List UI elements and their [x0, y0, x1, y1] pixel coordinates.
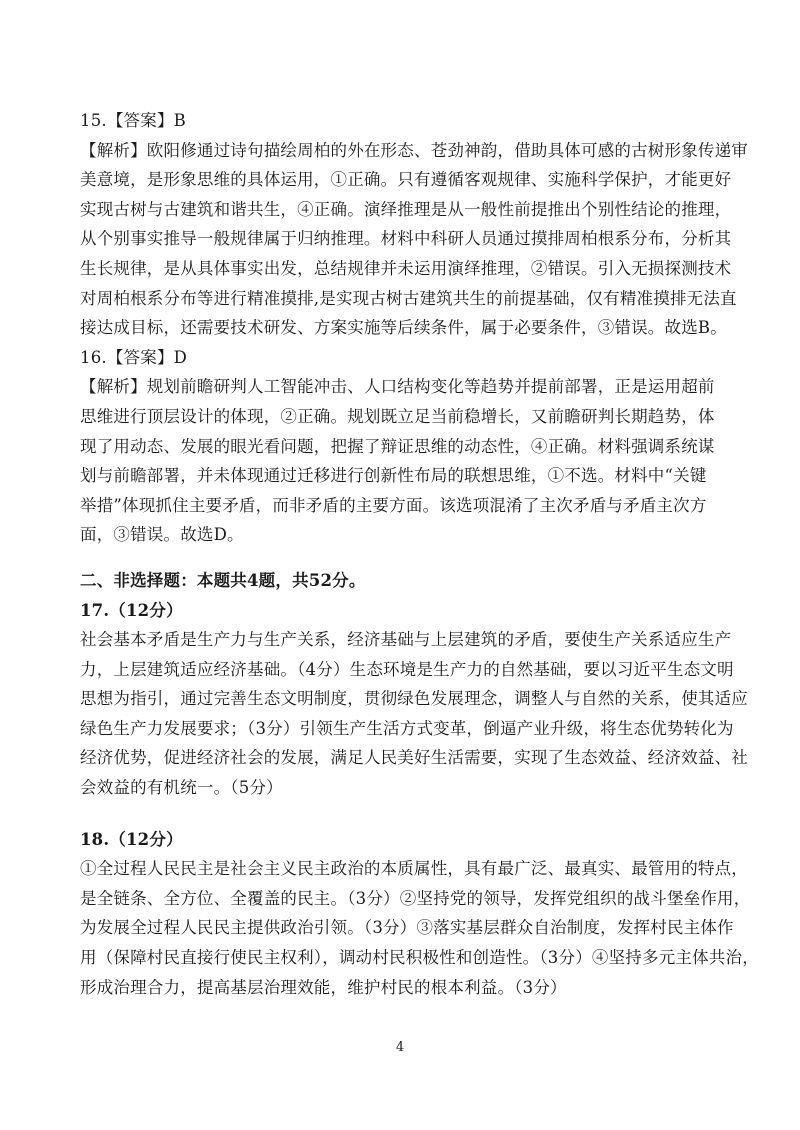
q15-analysis	[80, 136, 748, 343]
q18-body-line: ①全过程人民民主是社会主义民主政治的本质属性，具有最广泛、最真实、最管用的特点，	[80, 859, 748, 879]
q17-heading: 17.（12分）	[80, 600, 183, 620]
q16-analysis	[80, 372, 730, 550]
q17-body	[80, 625, 748, 803]
q18-heading: 18.（12分）	[80, 829, 183, 849]
q18-body-line: 为发展全过程人民民主提供政治引领。（3分）③落实基层群众自治制度，发挥村民主体作	[80, 918, 734, 938]
q17-body-line: 经济优势，促进经济社会的发展，满足人民美好生活需要，实现了生态效益、经济效益、社	[80, 748, 748, 768]
q16-analysis-line: 划与前瞻部署，并未体现通过迁移进行创新性布局的联想思维，①不选。材料中“关键	[80, 466, 707, 486]
q16-answer: 16.【答案】D	[80, 347, 188, 367]
q16-analysis-line: 面，③错误。故选D。	[80, 525, 244, 545]
q15-analysis-line: 生长规律，是从具体事实出发，总结规律并未运用演绎推理，②错误。引入无损探测技术	[80, 258, 732, 278]
q15-analysis-line: 接达成目标，还需要技术研发、方案实施等后续条件，属于必要条件，③错误。故选B。	[80, 318, 727, 338]
q15-analysis-line: 从个别事实推导一般规律属于归纳推理。材料中科研人员通过摸排周柏根系分布，分析其	[80, 229, 732, 249]
q18-body-line: 用（保障村民直接行使民主权利），调动村民积极性和创造性。（3分）④坚持多元主体共治，	[80, 948, 759, 968]
q17-body-line: 会效益的有机统一。（5分）	[80, 778, 283, 798]
q15-analysis-line: 美意境，是形象思维的具体运用，①正确。只有遵循客观规律、实施科学保护，才能更好	[80, 170, 732, 190]
q17-body-line: 力，上层建筑适应经济基础。（4分）生态环境是生产力的自然基础，要以习近平生态文明	[80, 659, 734, 679]
q16-analysis-line: 【解析】规划前瞻研判人工智能冲击、人口结构变化等趋势并提前部署，正是运用超前	[80, 377, 715, 397]
q17-body-line: 思想为指引，通过完善生态文明制度，贯彻绿色发展理念，调整人与自然的关系，使其适应	[80, 689, 748, 709]
q16-analysis-line: 思维进行顶层设计的体现，②正确。规划既立足当前稳增长，又前瞻研判长期趋势，体	[80, 406, 715, 426]
q15-analysis-line: 实现古树与古建筑和谐共生，④正确。演绎推理是从一般性前提推出个别性结论的推理，	[80, 199, 732, 219]
q15-analysis-line: 对周柏根系分布等进行精准摸排,是实现古树古建筑共生的前提基础，仅有精准摸排无法直	[80, 288, 737, 308]
q15-analysis-line: 【解析】欧阳修通过诗句描绘周柏的外在形态、苍劲神韵，借助具体可感的古树形象传递审	[80, 140, 748, 160]
q18-body-line: 形成治理合力，提高基层治理效能，维护村民的根本利益。（3分）	[80, 977, 567, 997]
q18-body	[80, 854, 759, 1002]
q16-analysis-line: 现了用动态、发展的眼光看问题，把握了辩证思维的动态性，④正确。材料强调系统谋	[80, 436, 715, 456]
section-heading: 二、非选择题：本题共4题，共52分。	[80, 570, 366, 590]
q15-answer: 15.【答案】B	[80, 111, 186, 130]
q17-body-line: 绿色生产力发展要求；（3分）引领生产生活方式变革，倒逼产业升级，将生态优势转化为	[80, 718, 734, 738]
page-number: 4	[395, 1040, 405, 1055]
document-page	[80, 106, 759, 1002]
q17-body-line: 社会基本矛盾是生产力与生产关系，经济基础与上层建筑的矛盾，要使生产关系适应生产	[80, 630, 732, 650]
q18-body-line: 是全链条、全方位、全覆盖的民主。（3分）②坚持党的领导，发挥党组织的战斗堡垒作用，	[80, 888, 751, 908]
q16-analysis-line: 举措”体现抓住主要矛盾，而非矛盾的主要方面。该选项混淆了主次矛盾与矛盾主次方	[80, 495, 707, 515]
